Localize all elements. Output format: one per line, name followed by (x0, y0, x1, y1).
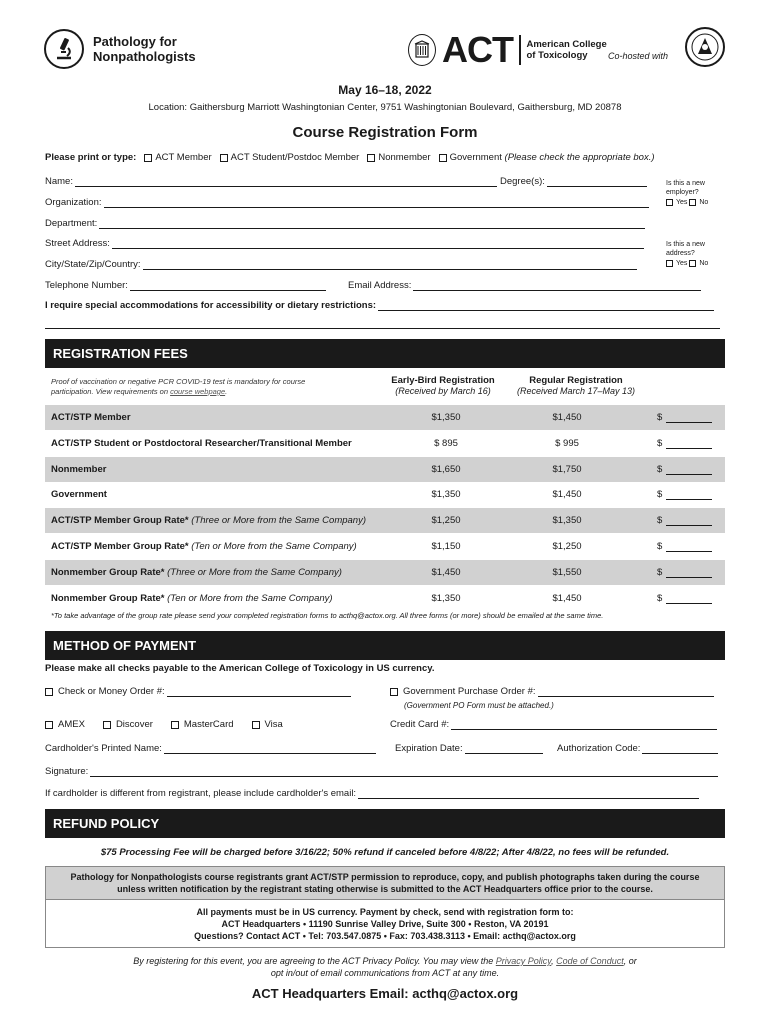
option-label: ACT Member (155, 152, 212, 163)
no-checkbox[interactable] (689, 199, 696, 206)
amount-input[interactable] (666, 569, 712, 578)
amount-field[interactable] (657, 438, 712, 449)
page-title: Course Registration Form (292, 124, 478, 141)
organization-label: Organization: (45, 197, 102, 208)
no-checkbox[interactable] (689, 260, 696, 267)
amex-label: AMEX (58, 719, 85, 730)
city-field[interactable] (45, 259, 637, 270)
name-label: Name: (45, 176, 73, 187)
amount-input[interactable] (666, 517, 712, 526)
cardholder-field[interactable] (45, 743, 376, 754)
early-bird-price: $1,350 (431, 412, 461, 423)
street-label: Street Address: (45, 238, 110, 249)
auth-code-label: Authorization Code: (557, 743, 641, 754)
no-label: No (699, 260, 709, 267)
fee-row (45, 457, 725, 482)
signature-input[interactable] (90, 767, 718, 777)
street-input[interactable] (112, 239, 644, 249)
cardholder-label: Cardholder's Printed Name: (45, 743, 162, 754)
early-bird-title: Early-Bird Registration (391, 375, 495, 386)
checkbox[interactable] (439, 154, 447, 162)
logo-line-1: Pathology for (93, 34, 177, 49)
fee-row (45, 405, 725, 430)
gov-po-note: (Government PO Form must be attached.) (404, 701, 554, 710)
mastercard-checkbox[interactable] (171, 721, 179, 729)
cardholder-email-label: If cardholder is different from registrant, please include cardholder's email: (45, 788, 357, 799)
covid-note (51, 377, 305, 397)
member-type-row (45, 152, 663, 163)
early-bird-price: $1,450 (431, 566, 461, 578)
act-wordmark: ACT (442, 29, 513, 70)
refund-policy-text: $75 Processing Fee will be charged before 3/16/22; 50% refund if canceled before 4/8/22; After 4/8/22, no fees will be refunded. (100, 847, 670, 858)
regular-title: Regular Registration (529, 375, 623, 386)
payment-note: Please make all checks payable to the American College of Toxicology in US currency. (45, 663, 435, 674)
signature-label: Signature: (45, 766, 89, 777)
fee-label-bold: ACT/STP Student or Postdoctoral Researcher/Transitional Member (51, 437, 352, 449)
amount-field[interactable] (657, 464, 712, 475)
email-field[interactable] (348, 280, 701, 291)
name-field[interactable] (45, 176, 497, 187)
city-input[interactable] (143, 260, 637, 270)
check-label: Check or Money Order #: (58, 686, 165, 697)
separator: , (551, 956, 557, 966)
telephone-label: Telephone Number: (45, 280, 128, 291)
credit-card-input[interactable] (451, 720, 717, 730)
act-logo (408, 29, 607, 70)
regular-price: $1,450 (552, 592, 582, 604)
discover-label: Discover (115, 719, 153, 730)
accommodations-input[interactable] (378, 301, 714, 311)
pathology-logo (44, 29, 196, 69)
accommodations-field[interactable] (45, 300, 714, 311)
dollar-sign: $ (657, 489, 663, 501)
privacy-text-end: , or (623, 956, 637, 966)
organization-input[interactable] (104, 198, 649, 208)
degree-input[interactable] (547, 177, 647, 187)
card-type-row (45, 719, 283, 730)
act-seal-icon (408, 34, 436, 66)
discover-checkbox[interactable] (103, 721, 111, 729)
yes-label: Yes (676, 199, 688, 206)
fee-label-bold: ACT/STP Member Group Rate* (51, 541, 189, 552)
early-bird-price: $1,650 (431, 463, 461, 475)
photo-line: Pathology for Nonpathologists course registrants grant ACT/STP permission to reproduce, copy, and publish photographs taken during the course (70, 872, 700, 882)
checkbox[interactable] (220, 154, 228, 162)
act-sub-line-2: of Toxicology (526, 50, 588, 61)
early-bird-price: $1,350 (431, 489, 461, 501)
regular-price: $1,350 (552, 515, 582, 527)
regular-price: $1,550 (552, 566, 582, 578)
option-student[interactable] (220, 152, 360, 163)
fee-label (51, 464, 106, 475)
auth-code-input[interactable] (642, 744, 718, 754)
amount-input[interactable] (666, 491, 712, 500)
fee-label-italic: (Ten or More from the Same Company) (164, 592, 333, 604)
expiration-label: Expiration Date: (395, 743, 463, 754)
telephone-field[interactable] (45, 280, 326, 291)
fee-label-italic: (Ten or More from the Same Company) (188, 541, 357, 552)
fee-label (51, 541, 357, 552)
registration-fees-header: REGISTRATION FEES (45, 339, 725, 368)
fee-row (45, 586, 725, 611)
email-label: Email Address: (348, 280, 412, 291)
payment-info-line: ACT Headquarters • 11190 Sunrise Valley Drive, Suite 300 • Reston, VA 20191 (221, 919, 549, 929)
no-label: No (699, 199, 709, 206)
act-sub-line-1: American College (526, 39, 607, 50)
option-label: Government (449, 152, 502, 163)
early-bird-header (386, 375, 500, 397)
accommodations-label: I require special accommodations for accessibility or dietary restrictions: (45, 300, 377, 311)
fee-label-bold: Nonmember Group Rate* (51, 592, 165, 604)
regular-header (508, 375, 644, 397)
course-webpage-link[interactable]: course webpage (170, 387, 226, 396)
regular-sub: (Received March 17–May 13) (516, 386, 636, 396)
checkbox[interactable] (367, 154, 375, 162)
dollar-sign: $ (657, 541, 663, 552)
fee-row (45, 482, 725, 507)
dollar-sign: $ (657, 412, 663, 423)
payment-header: METHOD OF PAYMENT (45, 631, 725, 660)
expiration-field[interactable] (395, 743, 543, 754)
email-input[interactable] (413, 281, 701, 291)
amount-field[interactable] (657, 515, 712, 526)
telephone-input[interactable] (130, 281, 326, 291)
fee-label (51, 515, 366, 526)
fee-label (51, 438, 352, 449)
department-input[interactable] (99, 219, 645, 229)
check-field[interactable] (45, 686, 351, 697)
credit-card-label: Credit Card #: (390, 719, 450, 730)
regular-price: $1,450 (552, 412, 582, 423)
covid-note-line: Proof of vaccination or negative PCR COVID-19 test is mandatory for course (51, 377, 306, 386)
dollar-sign: $ (657, 437, 663, 449)
fee-label (51, 489, 107, 500)
organization-field[interactable] (45, 197, 649, 208)
question-line: employer? (666, 189, 699, 196)
event-date: May 16–18, 2022 (338, 83, 432, 97)
fee-row (45, 508, 725, 533)
department-field[interactable] (45, 218, 645, 229)
cardholder-email-field[interactable] (45, 788, 699, 799)
fee-label-bold: ACT/STP Member Group Rate* (51, 515, 189, 527)
cardholder-input[interactable] (164, 744, 376, 754)
dollar-sign: $ (657, 566, 663, 578)
fee-label-italic: (Three or More from the Same Company) (188, 515, 367, 527)
early-bird-price: $1,250 (431, 515, 461, 527)
mastercard-label: MasterCard (183, 719, 234, 730)
fee-row (45, 431, 725, 456)
visa-label: Visa (264, 719, 283, 730)
photo-permission-box (45, 866, 725, 900)
amex-checkbox[interactable] (45, 721, 53, 729)
refund-header: REFUND POLICY (45, 809, 725, 838)
fee-label (51, 567, 342, 578)
fee-label (51, 412, 131, 423)
cardholder-email-input[interactable] (358, 789, 699, 799)
privacy-policy-link[interactable]: Privacy Policy (495, 956, 552, 966)
question-line: Is this a new (666, 180, 705, 187)
amount-field[interactable] (657, 593, 712, 604)
fee-label (51, 593, 333, 604)
payment-info-box (45, 900, 725, 948)
option-label: Nonmember (378, 152, 431, 163)
early-bird-price: $1,150 (431, 541, 461, 552)
privacy-text-line-2: opt in/out of email communications from ACT at any time. (270, 968, 500, 978)
city-label: City/State/Zip/Country: (45, 259, 141, 270)
privacy-note (0, 955, 770, 979)
street-field[interactable] (45, 238, 644, 249)
dollar-sign: $ (657, 463, 663, 475)
question-line: Is this a new (666, 241, 705, 248)
name-input[interactable] (75, 177, 497, 187)
credit-card-field[interactable] (390, 719, 717, 730)
option-government[interactable] (439, 152, 655, 163)
check-checkbox[interactable] (45, 688, 53, 696)
print-type-hint: (Please check the appropriate box.) (504, 152, 655, 163)
early-bird-price: $ 895 (434, 437, 458, 449)
amount-input[interactable] (666, 466, 712, 475)
amount-field[interactable] (657, 541, 712, 552)
fee-label-bold: Nonmember Group Rate* (51, 566, 165, 578)
group-rate-note: *To take advantage of the group rate please send your completed registration forms to acthq@actox.org. All three forms (or more) should be emailed at the same time. (51, 611, 604, 620)
amount-input[interactable] (666, 414, 712, 423)
stp-seal-icon (685, 27, 725, 67)
new-employer-question (666, 179, 708, 207)
auth-code-field[interactable] (557, 743, 718, 754)
amount-input[interactable] (666, 543, 712, 552)
question-line: address? (666, 250, 695, 257)
option-label: ACT Student/Postdoc Member (230, 152, 360, 163)
early-bird-price: $1,350 (431, 592, 461, 604)
gov-po-label: Government Purchase Order #: (403, 686, 536, 697)
fee-label-bold: Nonmember (51, 463, 107, 475)
option-act-member[interactable] (144, 152, 211, 163)
dollar-sign: $ (657, 515, 663, 527)
visa-checkbox[interactable] (252, 721, 260, 729)
gov-po-input[interactable] (538, 687, 714, 697)
expiration-input[interactable] (465, 744, 543, 754)
logo-line-2: Nonpathologists (93, 49, 196, 64)
yes-label: Yes (676, 260, 688, 267)
fee-label-bold: ACT/STP Member (51, 412, 131, 423)
act-divider (519, 35, 521, 65)
gov-po-checkbox[interactable] (390, 688, 398, 696)
cohost-label: Co-hosted with (608, 51, 669, 61)
hq-email: ACT Headquarters Email: acthq@actox.org (251, 986, 519, 1001)
regular-price: $1,450 (552, 489, 582, 501)
print-type-label: Please print or type: (45, 152, 137, 163)
checkbox[interactable] (144, 154, 152, 162)
privacy-text: By registering for this event, you are agreeing to the ACT Privacy Policy. You may view the (133, 956, 496, 966)
dollar-sign: $ (657, 592, 663, 604)
code-of-conduct-link[interactable]: Code of Conduct (556, 956, 624, 966)
amount-input[interactable] (666, 440, 712, 449)
microscope-icon (44, 29, 84, 69)
check-input[interactable] (167, 687, 351, 697)
amount-field[interactable] (657, 567, 712, 578)
amount-input[interactable] (666, 595, 712, 604)
fee-row (45, 534, 725, 559)
early-bird-sub: (Received by March 16) (395, 386, 491, 396)
covid-note-line: participation. View requirements on (51, 387, 171, 396)
accommodations-line-2[interactable] (45, 328, 720, 329)
event-location: Location: Gaithersburg Marriott Washingtonian Center, 9751 Washingtonian Boulevard, Gaithersburg, MD 20878 (148, 102, 622, 113)
amount-field[interactable] (657, 489, 712, 500)
signature-field[interactable] (45, 766, 718, 777)
option-nonmember[interactable] (367, 152, 430, 163)
covid-note-end: . (225, 387, 228, 396)
yes-checkbox[interactable] (666, 199, 673, 206)
fee-label-italic: (Three or More from the Same Company) (164, 566, 342, 578)
yes-checkbox[interactable] (666, 260, 673, 267)
regular-price: $ 995 (555, 437, 579, 449)
fee-label-bold: Government (51, 489, 107, 501)
payment-info-line: Questions? Contact ACT • Tel: 703.547.0875 • Fax: 703.438.3113 • Email: acthq@actox.org (194, 931, 576, 941)
amount-field[interactable] (657, 412, 712, 423)
degree-label: Degree(s): (500, 176, 545, 187)
photo-line: unless written notification by the registrant stating otherwise is submitted to the ACT Headquarters office prior to the course. (117, 884, 653, 894)
department-label: Department: (45, 218, 98, 229)
regular-price: $1,750 (552, 463, 582, 475)
degree-field[interactable] (500, 176, 647, 187)
fee-row (45, 560, 725, 585)
payment-info-line: All payments must be in US currency. Payment by check, send with registration form to: (196, 907, 574, 917)
gov-po-field[interactable] (390, 686, 714, 697)
regular-price: $1,250 (552, 541, 582, 552)
new-address-question (666, 240, 708, 268)
